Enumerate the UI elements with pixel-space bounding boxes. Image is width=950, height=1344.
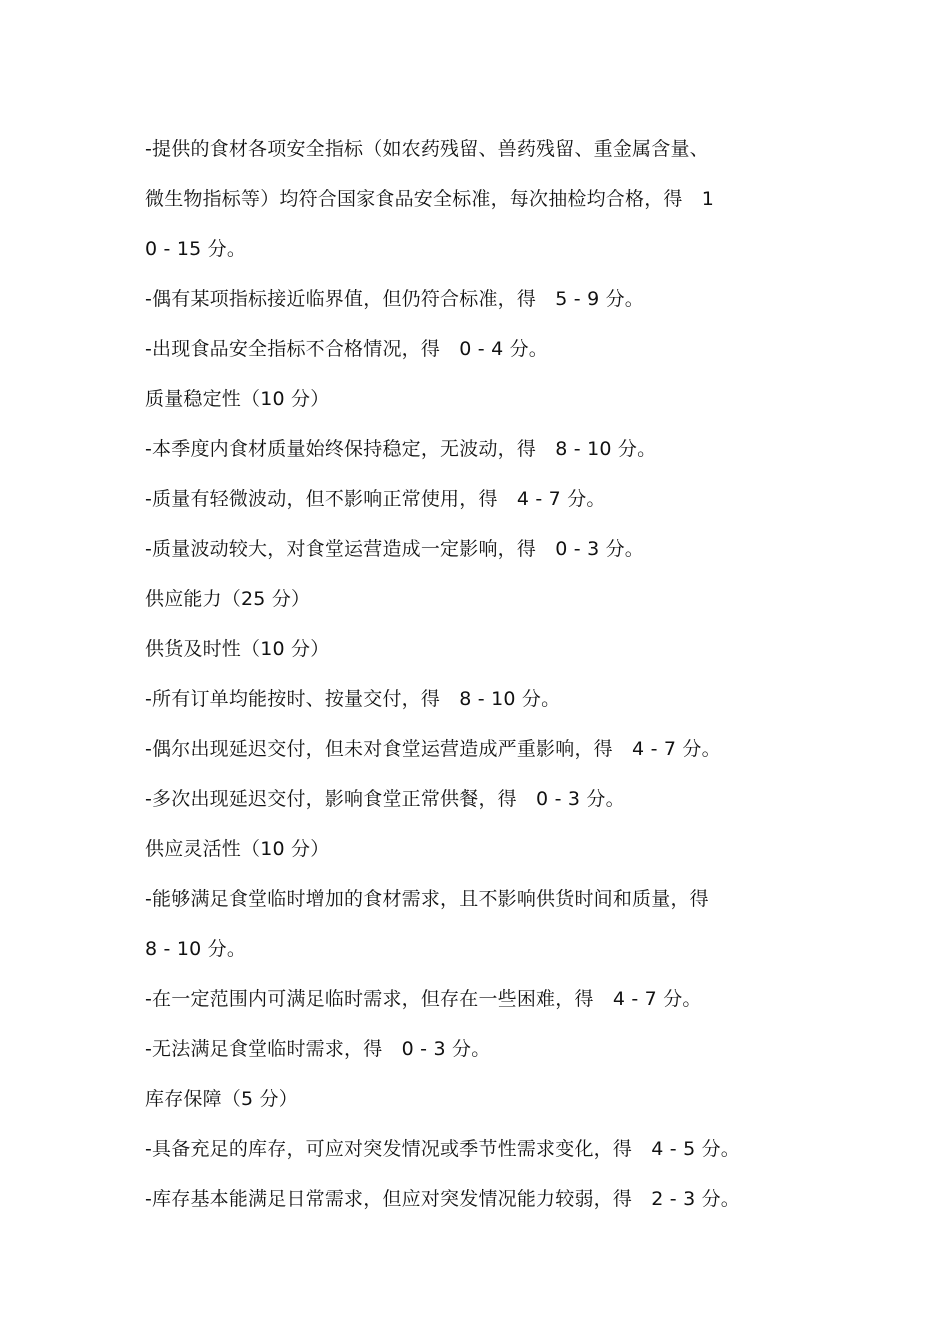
text-line: 8 - 10 分。 bbox=[145, 938, 247, 960]
section-heading: 库存保障（5 分） bbox=[145, 1088, 298, 1110]
section-heading: 供应灵活性（10 分） bbox=[145, 838, 330, 860]
text-line: -质量有轻微波动，但不影响正常使用，得 4 - 7 分。 bbox=[145, 488, 606, 510]
text-line: -无法满足食堂临时需求，得 0 - 3 分。 bbox=[145, 1038, 491, 1060]
section-heading: 供货及时性（10 分） bbox=[145, 638, 330, 660]
text-line: -具备充足的库存，可应对突发情况或季节性需求变化，得 4 - 5 分。 bbox=[145, 1138, 741, 1160]
text-line: -所有订单均能按时、按量交付，得 8 - 10 分。 bbox=[145, 688, 561, 710]
section-heading: 供应能力（25 分） bbox=[145, 588, 311, 610]
text-line: -在一定范围内可满足临时需求，但存在一些困难，得 4 - 7 分。 bbox=[145, 988, 702, 1010]
text-line: 0 - 15 分。 bbox=[145, 238, 247, 260]
document-body bbox=[145, 124, 825, 1224]
text-line: -库存基本能满足日常需求，但应对突发情况能力较弱，得 2 - 3 分。 bbox=[145, 1188, 741, 1210]
text-line: -出现食品安全指标不合格情况，得 0 - 4 分。 bbox=[145, 338, 549, 360]
text-line: -提供的食材各项安全指标（如农药残留、兽药残留、重金属含量、 bbox=[145, 138, 709, 160]
text-line: -能够满足食堂临时增加的食材需求，且不影响供货时间和质量，得 bbox=[145, 888, 709, 910]
text-line: -偶有某项指标接近临界值，但仍符合标准，得 5 - 9 分。 bbox=[145, 288, 645, 310]
text-line: -本季度内食材质量始终保持稳定，无波动，得 8 - 10 分。 bbox=[145, 438, 657, 460]
text-line: -偶尔出现延迟交付，但未对食堂运营造成严重影响，得 4 - 7 分。 bbox=[145, 738, 721, 760]
section-heading: 质量稳定性（10 分） bbox=[145, 388, 330, 410]
text-line: -多次出现延迟交付，影响食堂正常供餐，得 0 - 3 分。 bbox=[145, 788, 625, 810]
text-line: -质量波动较大，对食堂运营造成一定影响，得 0 - 3 分。 bbox=[145, 538, 645, 560]
text-line: 微生物指标等）均符合国家食品安全标准，每次抽检均合格，得 1 bbox=[145, 188, 715, 210]
